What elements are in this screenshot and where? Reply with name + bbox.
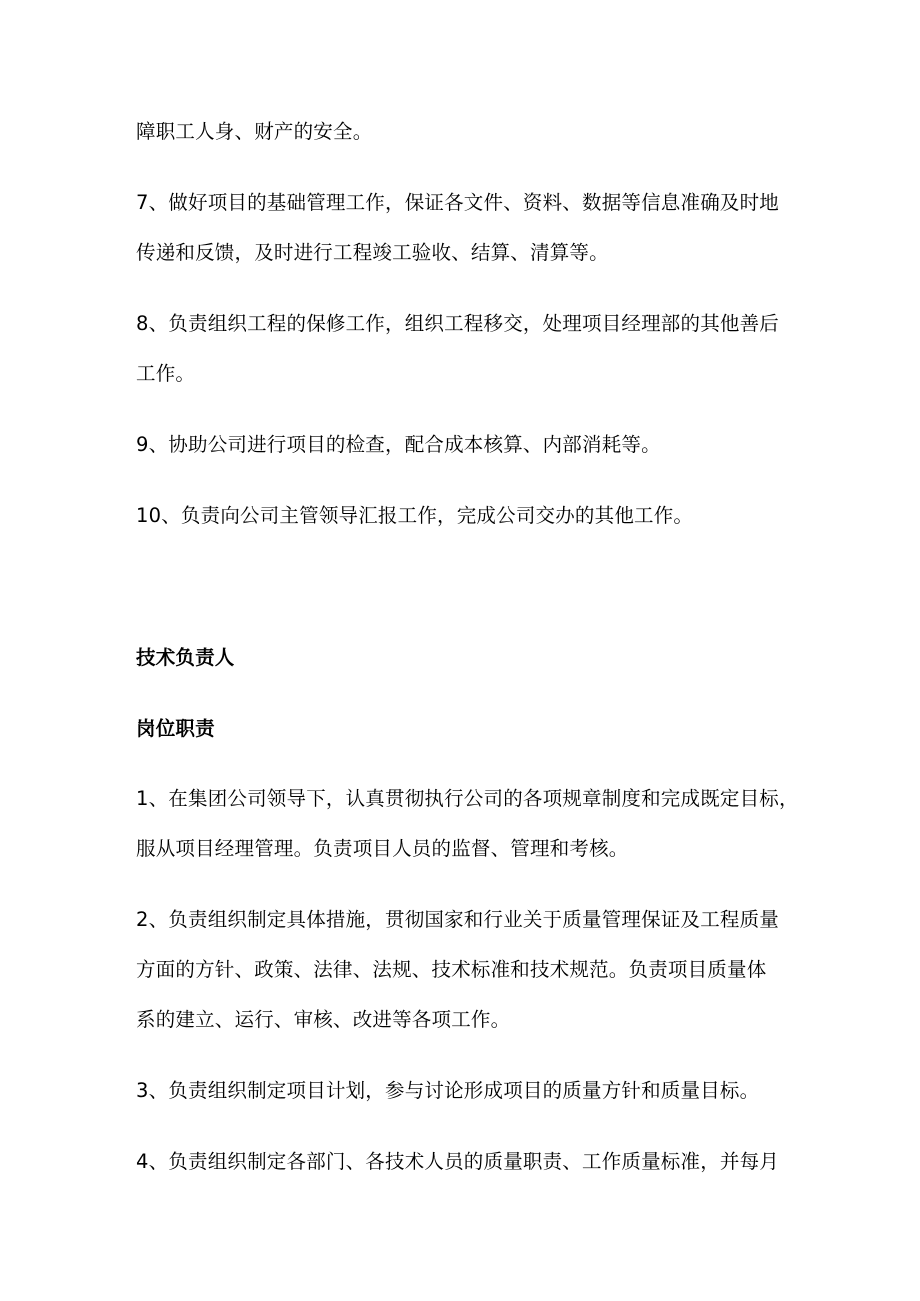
tech-item-2-line-3: 系的建立、运行、审核、改进等各项工作。 (136, 1008, 511, 1031)
tech-item-2-line-1: 2、负责组织制定具体措施，贯彻国家和行业关于质量管理保证及工程质量 (136, 908, 780, 931)
item-7-line-2: 传递和反馈，及时进行工程竣工验收、结算、清算等。 (136, 241, 609, 264)
tech-item-1-line-1: 1、在集团公司领导下，认真贯彻执行公司的各项规章制度和完成既定目标， (136, 787, 799, 810)
item-8-line-2: 工作。 (136, 362, 196, 385)
item-8-line-1: 8、负责组织工程的保修工作，组织工程移交，处理项目经理部的其他善后 (136, 312, 780, 335)
tech-item-1-line-2: 服从项目经理管理。负责项目人员的监督、管理和考核。 (136, 837, 629, 860)
tech-item-4-line-1: 4、负责组织制定各部门、各技术人员的质量职责、工作质量标准，并每月 (136, 1150, 780, 1173)
item-9: 9、协助公司进行项目的检查，配合成本核算、内部消耗等。 (136, 433, 661, 456)
subsection-title: 岗位职责 (136, 717, 215, 740)
item-7-line-1: 7、做好项目的基础管理工作，保证各文件、资料、数据等信息准确及时地 (136, 191, 780, 214)
tech-item-3: 3、负责组织制定项目计划，参与讨论形成项目的质量方针和质量目标。 (136, 1079, 760, 1102)
section-title: 技术负责人 (136, 646, 235, 669)
item-10: 10、负责向公司主管领导汇报工作，完成公司交办的其他工作。 (136, 504, 694, 527)
paragraph-continuation: 障职工人身、财产的安全。 (136, 120, 373, 143)
tech-item-2-line-2: 方面的方针、政策、法律、法规、技术标准和技术规范。负责项目质量体 (136, 958, 767, 981)
